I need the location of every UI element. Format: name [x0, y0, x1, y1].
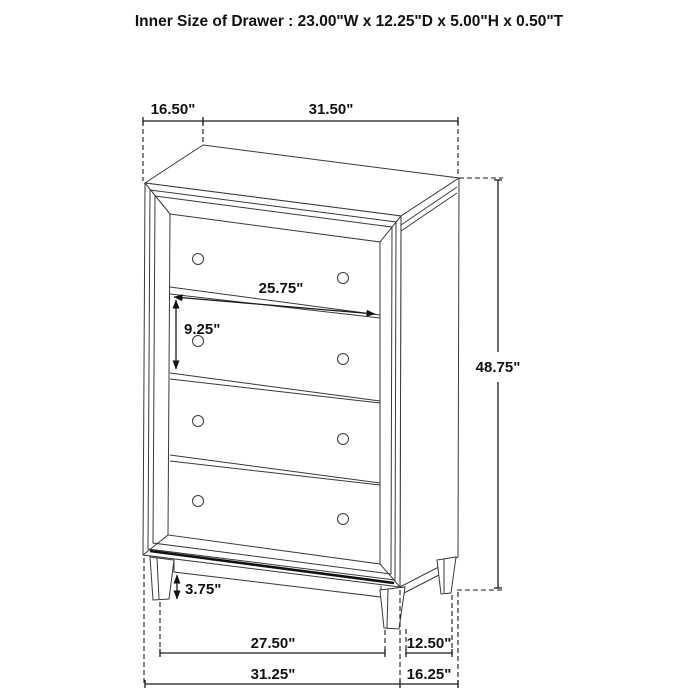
- drawer-knob: [338, 354, 349, 365]
- side-legs-span-label: 12.50": [406, 635, 452, 652]
- drawer-knob: [338, 273, 349, 284]
- drawer-front-height-label: 9.25": [184, 321, 221, 338]
- base-depth-label: 16.25": [406, 666, 452, 683]
- drawer-knob: [338, 434, 349, 445]
- drawer-knob: [193, 254, 204, 265]
- drawer-knob: [338, 514, 349, 525]
- drawer-inner-width-label: 25.75": [258, 280, 304, 297]
- top-depth-label: 16.50": [150, 101, 196, 118]
- leg-height-label: 3.75": [185, 581, 222, 598]
- cabinet-side-face: [400, 178, 459, 587]
- overall-height-label: 48.75": [475, 359, 521, 376]
- front-legs-span-label: 27.50": [250, 635, 296, 652]
- drawer-knob: [193, 496, 204, 507]
- cabinet-drawing: [143, 145, 459, 629]
- top-width-label: 31.50": [308, 101, 354, 118]
- base-width-label: 31.25": [250, 666, 296, 683]
- front-face-outer: [143, 183, 401, 587]
- page-title: Inner Size of Drawer : 23.00"W x 12.25"D x 5.00"H x 0.50"T: [134, 13, 564, 30]
- drawer-knob: [193, 416, 204, 427]
